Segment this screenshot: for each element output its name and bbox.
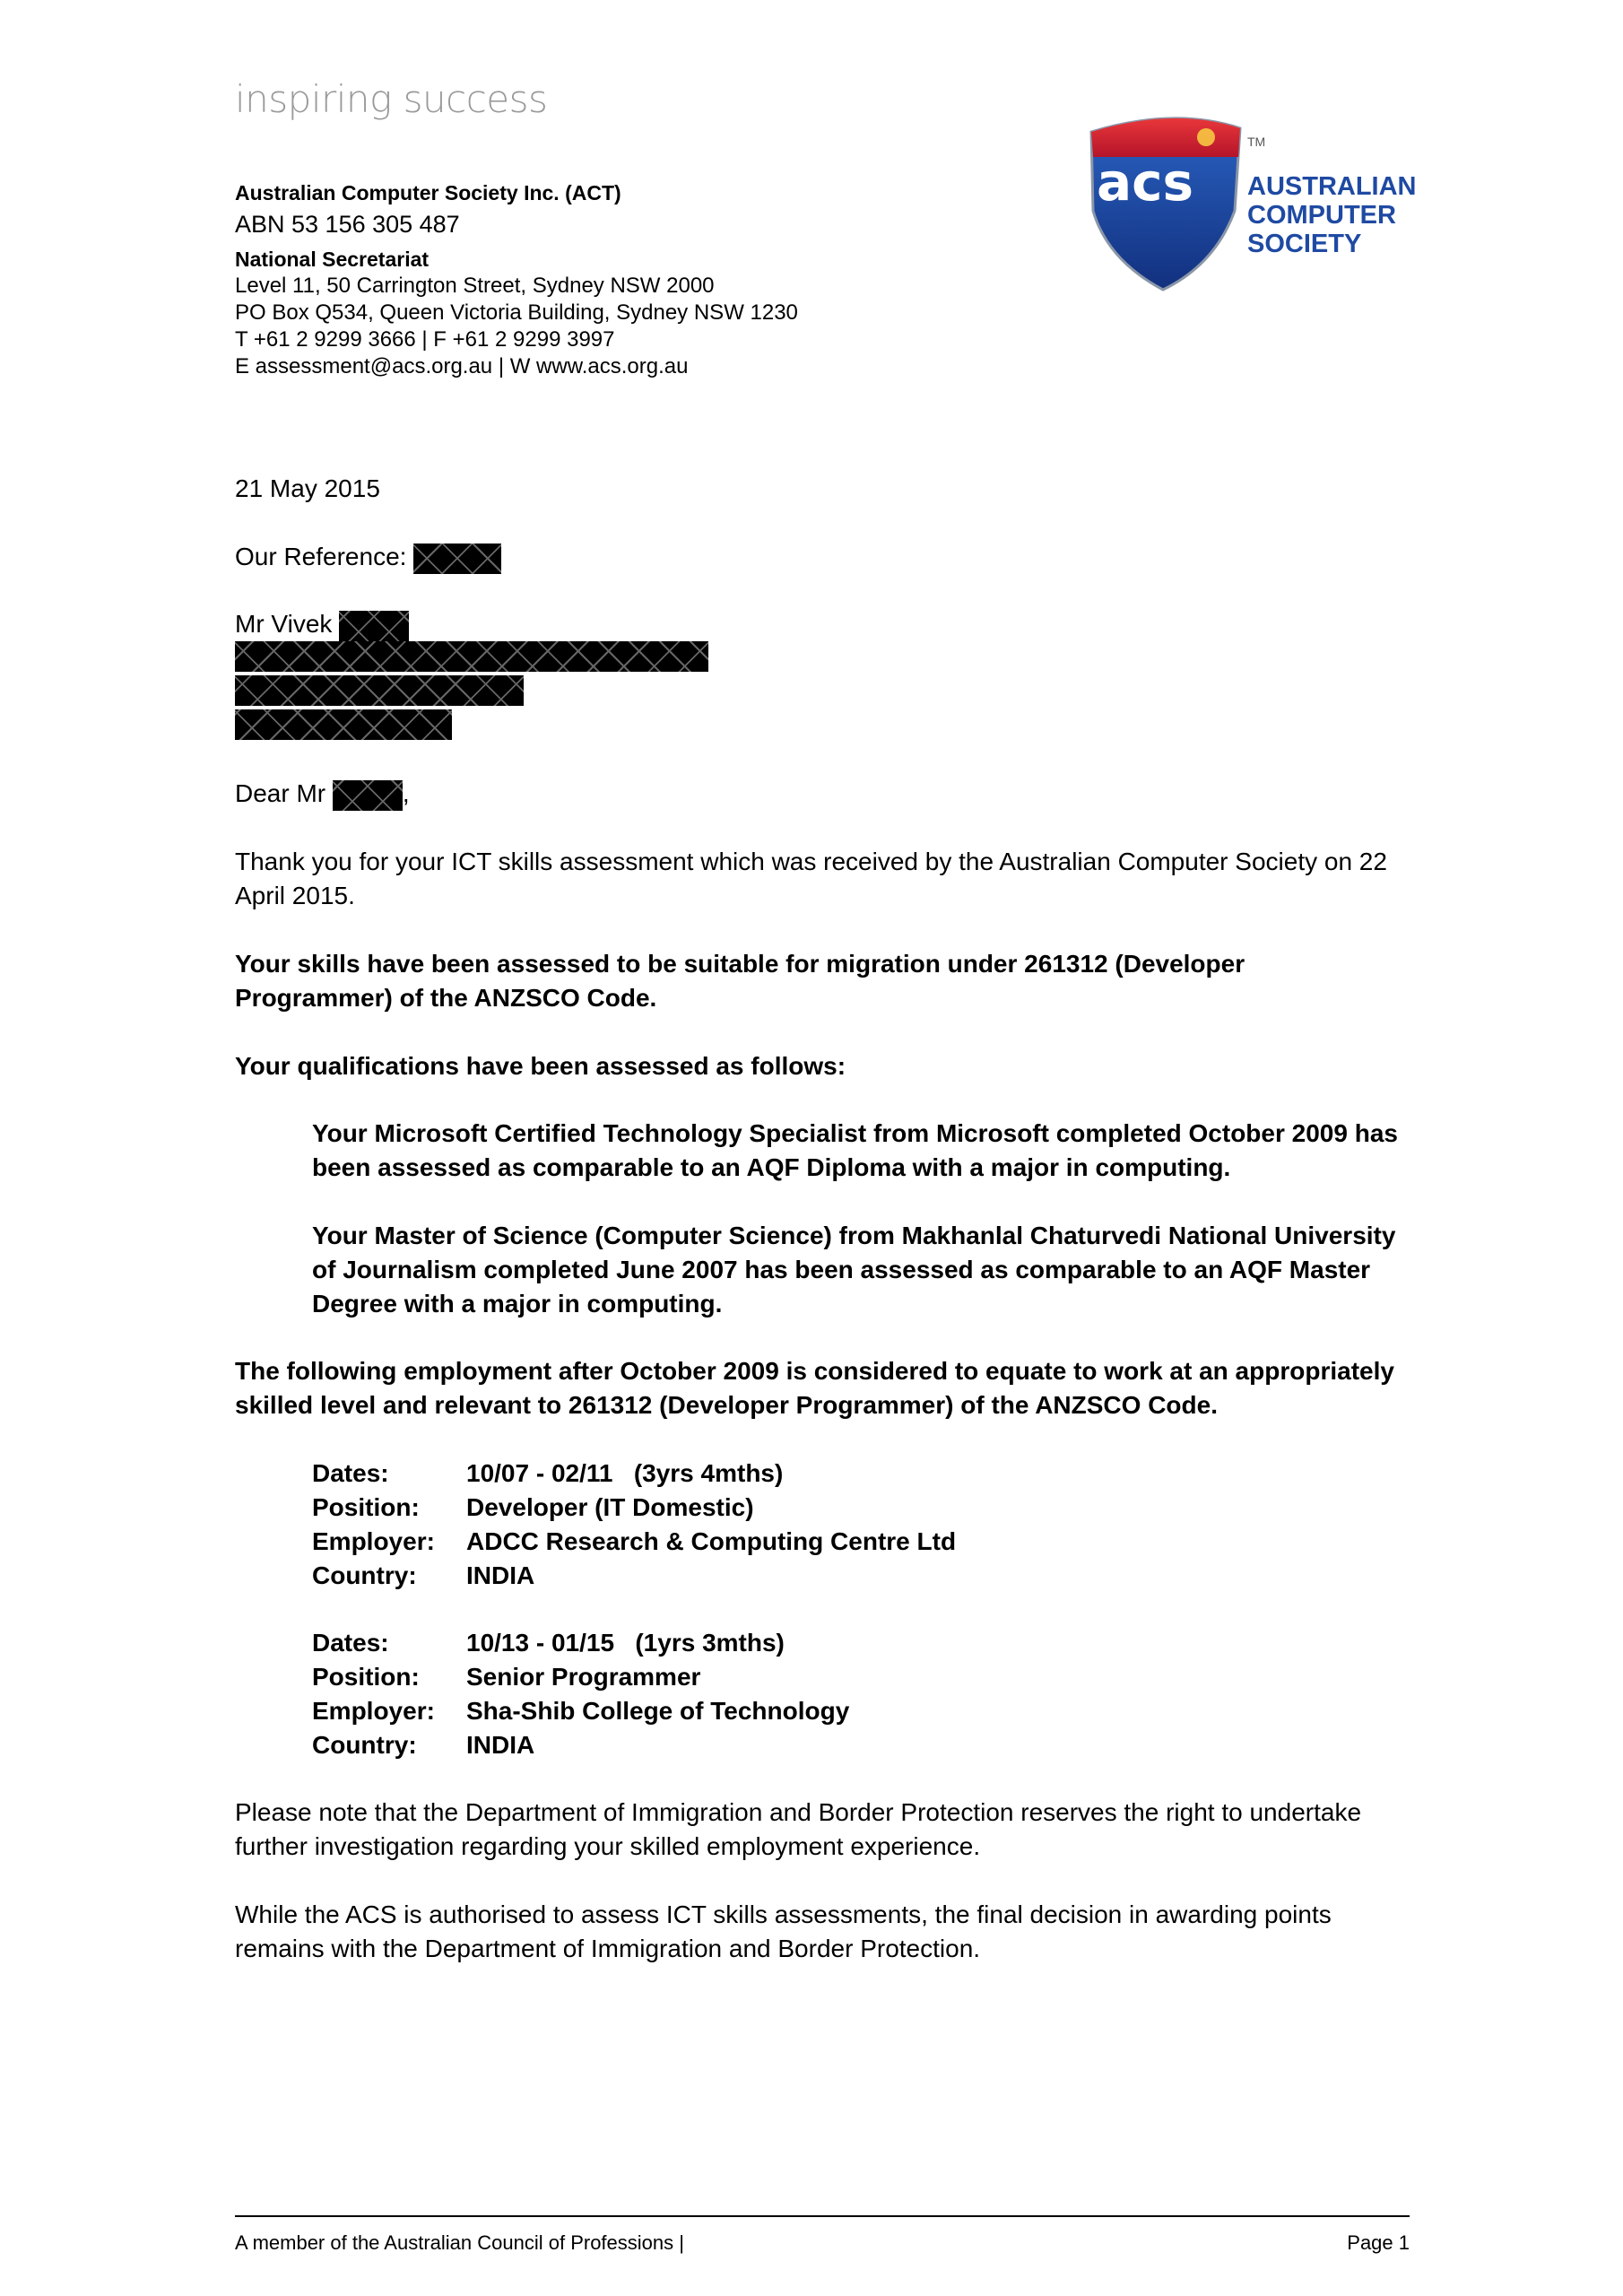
country-label: Country: <box>312 1561 417 1589</box>
redaction <box>413 544 501 574</box>
acs-logo <box>1081 112 1421 300</box>
redaction <box>235 675 524 706</box>
position-label: Position: <box>312 1663 420 1691</box>
abn: ABN 53 156 305 487 <box>235 211 460 238</box>
secretariat-title: National Secretariat <box>235 248 430 271</box>
redaction <box>235 641 708 672</box>
letter-date: 21 May 2015 <box>235 474 380 502</box>
org-name: Australian Computer Society Inc. (ACT) <box>235 181 621 204</box>
dates-label: Dates: <box>312 1629 389 1657</box>
qualifications-heading: Your qualifications have been assessed as follows: <box>235 1052 846 1080</box>
svg-text:acs: acs <box>1097 152 1194 213</box>
employer-value: Sha-Shib College of Technology <box>466 1697 850 1725</box>
svg-text:SOCIETY: SOCIETY <box>1247 230 1362 258</box>
addressee-name: Mr Vivek <box>235 610 333 638</box>
position-label: Position: <box>312 1493 420 1521</box>
addressee-block <box>235 607 708 744</box>
country-value: INDIA <box>466 1561 535 1589</box>
note-paragraph: Please note that the Department of Immigration and Border Protection reserves the right to undertake further investigation regarding your skilled employment experience. <box>235 1798 1362 1860</box>
position-value: Senior Programmer <box>466 1663 701 1691</box>
intro-paragraph: Thank you for your ICT skills assessment which was received by the Australian Computer Society on 22 April 2015. <box>235 848 1387 909</box>
salutation <box>235 777 410 811</box>
employer-value: ADCC Research & Computing Centre Ltd <box>466 1527 957 1555</box>
position-value: Developer (IT Domestic) <box>466 1493 754 1521</box>
redaction <box>339 611 409 641</box>
reference-label: Our Reference: <box>235 543 407 570</box>
salutation-comma: , <box>402 779 410 807</box>
employment-entry <box>312 1457 956 1593</box>
redaction <box>235 709 452 740</box>
tagline: inspiring success <box>235 77 548 121</box>
reference-line <box>235 540 501 574</box>
redaction <box>333 780 403 811</box>
employer-label: Employer: <box>312 1697 435 1725</box>
sender-block <box>235 179 798 380</box>
employer-label: Employer: <box>312 1527 435 1555</box>
footer-divider <box>235 2215 1410 2217</box>
qualification-item: Your Microsoft Certified Technology Specialist from Microsoft completed October 2009 has been assessed as comparable to an AQF Diploma with a major in computing. <box>312 1119 1398 1181</box>
dates-label: Dates: <box>312 1459 389 1487</box>
address-line: Level 11, 50 Carrington Street, Sydney NSW 2000 <box>235 274 715 298</box>
dates-value: 10/07 - 02/11 (3yrs 4mths) <box>466 1459 784 1487</box>
dates-value: 10/13 - 01/15 (1yrs 3mths) <box>466 1629 785 1657</box>
acs-shield-icon <box>1081 112 1421 300</box>
salutation-text: Dear Mr <box>235 779 326 807</box>
country-label: Country: <box>312 1731 417 1759</box>
svg-text:COMPUTER: COMPUTER <box>1247 201 1396 230</box>
address-line: PO Box Q534, Queen Victoria Building, Sydney NSW 1230 <box>235 300 798 325</box>
qualification-item: Your Master of Science (Computer Science) from Makhanlal Chaturvedi National University of Journalism completed June 2007 has been assessed as comparable to an AQF Master Degree with a major in computing. <box>312 1222 1396 1318</box>
address-line: T +61 2 9299 3666 | F +61 2 9299 3997 <box>235 327 615 352</box>
employment-entry <box>312 1626 849 1762</box>
address-line: E assessment@acs.org.au | W www.acs.org.au <box>235 354 689 378</box>
assessment-result: Your skills have been assessed to be suitable for migration under 261312 (Developer Programmer) of the ANZSCO Code. <box>235 950 1245 1012</box>
page-number: Page 1 <box>1347 2231 1410 2254</box>
svg-text:AUSTRALIAN: AUSTRALIAN <box>1247 172 1417 201</box>
employment-heading: The following employment after October 2009 is considered to equate to work at an appropriately skilled level and relevant to 261312 (Developer Programmer) of the ANZSCO Code. <box>235 1357 1394 1419</box>
note-paragraph: While the ACS is authorised to assess ICT skills assessments, the final decision in awarding points remains with the Department of Immigration and Border Protection. <box>235 1900 1332 1962</box>
svg-text:TM: TM <box>1247 135 1266 149</box>
footer-member-text: A member of the Australian Council of Professions | <box>235 2231 684 2254</box>
country-value: INDIA <box>466 1731 535 1759</box>
